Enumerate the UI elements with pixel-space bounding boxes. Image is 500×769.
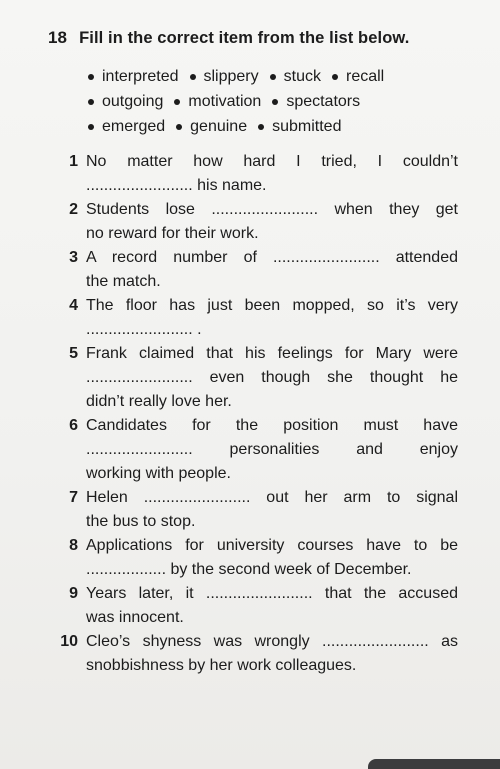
question-number: 6 [69,417,78,434]
question-number: 4 [69,297,78,314]
question-line: ........................ even though she thought he [86,369,458,386]
word-list-row [88,89,468,114]
question-line: Years later, it ........................ that the accused [86,585,458,602]
question-list [48,150,458,678]
question-line: Applications for university courses have to be [86,537,458,554]
question-number: 2 [69,201,78,218]
word-label: spectators [286,92,361,110]
question-text [86,198,458,246]
question-text [86,246,458,294]
question-item [48,630,458,678]
bullet-icon [258,124,264,130]
question-text [86,294,458,342]
question-line: The floor has just been mopped, so it’s very [86,297,458,314]
question-line: ........................ . [86,321,202,338]
word-item [332,68,384,86]
word-item [174,93,261,111]
question-number: 5 [69,345,78,362]
question-item [48,486,458,534]
question-item [48,198,458,246]
question-line: didn’t really love her. [86,393,232,410]
word-item [272,93,360,111]
word-label: submitted [272,117,342,135]
question-text [86,342,458,414]
question-text [86,630,458,678]
question-item [48,342,458,414]
question-line: no reward for their work. [86,225,259,242]
question-line: the bus to stop. [86,513,196,530]
question-line: .................. by the second week of December. [86,561,412,578]
word-label: recall [345,67,385,85]
exercise-number: 18 [48,28,68,47]
word-label: outgoing [102,92,164,110]
page-corner-shadow [368,759,500,769]
question-line: the match. [86,273,161,290]
question-line: working with people. [86,465,231,482]
word-label: emerged [102,117,166,135]
word-list-row [88,114,468,139]
bullet-icon [174,99,180,105]
question-text [86,414,458,486]
question-text [86,534,458,582]
question-number: 3 [69,249,78,266]
question-item [48,246,458,294]
question-text [86,582,458,630]
word-item [258,118,341,136]
question-line: Candidates for the position must have [86,417,458,434]
word-label: stuck [283,67,321,85]
word-item [176,118,247,136]
question-number: 7 [69,489,78,506]
word-label: interpreted [102,67,179,85]
question-line: was innocent. [86,609,184,626]
bullet-icon [332,74,338,80]
word-list-row [88,64,468,89]
question-line: Students lose ........................ when they get [86,201,458,218]
exercise-instruction: Fill in the correct item from the list below. [79,29,410,47]
bullet-icon [88,74,94,80]
word-item [270,68,321,86]
word-label: genuine [190,117,248,135]
word-item [190,68,259,86]
question-line: Helen ........................ out her arm to signal [86,489,458,506]
word-list [88,64,468,139]
question-line: ........................ his name. [86,177,267,194]
bullet-icon [176,124,182,130]
question-number: 1 [69,153,78,170]
question-item [48,534,458,582]
question-number: 9 [69,585,78,602]
word-label: slippery [203,67,259,85]
word-item [88,68,179,86]
word-label: motivation [188,92,262,110]
bullet-icon [88,124,94,130]
bullet-icon [270,74,276,80]
question-item [48,582,458,630]
bullet-icon [272,99,278,105]
question-item [48,414,458,486]
word-item [88,118,165,136]
question-line: A record number of ........................ attended [86,249,458,266]
question-line: snobbishness by her work colleagues. [86,657,357,674]
question-number: 8 [69,537,78,554]
question-number: 10 [60,633,78,650]
bullet-icon [190,74,196,80]
question-line: ........................ personalities and enjoy [86,441,458,458]
question-text [86,486,458,534]
exercise-header [48,28,409,48]
question-line: Frank claimed that his feelings for Mary were [86,345,458,362]
question-text [86,150,458,198]
word-item [88,93,163,111]
question-line: Cleo’s shyness was wrongly ........................ as [86,633,458,650]
question-item [48,294,458,342]
question-item [48,150,458,198]
bullet-icon [88,99,94,105]
question-line: No matter how hard I tried, I couldn’t [86,153,458,170]
